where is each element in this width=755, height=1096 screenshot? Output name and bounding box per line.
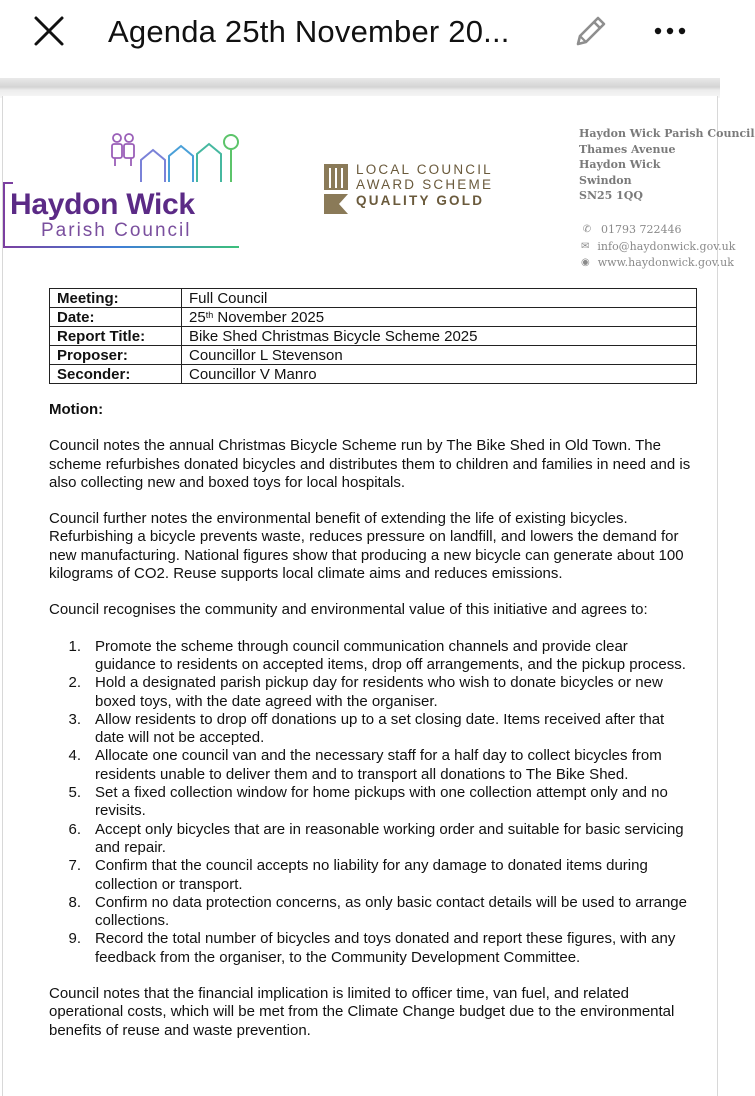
item-number: 5.	[68, 784, 81, 802]
item-text: Record the total number of bicycles and toys donated and report these figures, with any feedback from the organiser, to the Community Development Committee.	[95, 930, 676, 966]
website-text[interactable]: www.haydonwick.gov.uk	[597, 256, 734, 269]
report-title-value: Bike Shed Christmas Bicycle Scheme 2025	[182, 327, 697, 346]
date-label: Date:	[50, 308, 182, 327]
close-button[interactable]	[28, 12, 70, 52]
parish-logo	[3, 130, 243, 250]
address-line: Swindon	[579, 173, 632, 187]
motion-paragraph: Council notes that the financial implication is limited to officer time, van fuel, and related operational costs, which will be met from the Climate Change budget due to the environmental benefits of reuse and waste prevention.	[49, 985, 675, 1039]
table-row	[50, 327, 697, 346]
date-rest: November 2025	[213, 308, 325, 326]
list-item	[49, 821, 703, 858]
motion-paragraph: Council recognises the community and environmental value of this initiative and agrees to:	[49, 601, 648, 619]
table-row	[50, 289, 697, 308]
logo-name: Haydon Wick	[10, 188, 195, 221]
list-item	[49, 784, 703, 821]
contact-phone	[581, 222, 719, 239]
seconder-value: Councillor V Manro	[182, 365, 697, 384]
award-badge	[323, 162, 523, 222]
edit-button[interactable]	[570, 10, 610, 52]
item-number: 3.	[68, 710, 81, 728]
item-text: Allocate one council van and the necessary staff for a half day to collect bicycles from residents unable to deliver them and to transport all donations to The Bike Shed.	[95, 747, 662, 783]
address-line: Thames Avenue	[579, 142, 676, 156]
motion-actions-list	[49, 638, 703, 967]
item-number: 4.	[68, 747, 81, 765]
item-number: 1.	[68, 637, 81, 655]
award-line-3: QUALITY GOLD	[356, 193, 485, 208]
motion-paragraph: Council further notes the environmental benefit of extending the life of existing bicycles. Refurbishing a bicycle prevents waste, reduces pressure on landfill, and lowers the demand for new manufacturing. National figures show that producing a new bicycle can generate about 100 kilograms of CO2. Reuse supports local climate aims and reduces emissions.	[49, 510, 684, 583]
list-item	[49, 638, 703, 675]
address-line: Haydon Wick	[579, 158, 661, 171]
document-page[interactable]	[2, 96, 755, 1096]
item-text: Accept only bicycles that are in reasonable working order and suitable for basic servicing and repair.	[95, 820, 684, 856]
date-suffix: th	[205, 309, 214, 320]
email-icon: ✉	[581, 240, 590, 252]
award-line-2: AWARD SCHEME	[356, 177, 494, 192]
logo-subtitle: Parish Council	[41, 220, 192, 241]
council-address	[579, 126, 755, 204]
top-app-bar	[0, 0, 720, 66]
list-item	[49, 711, 703, 748]
proposer-label: Proposer:	[50, 346, 182, 365]
houses-logo-icon	[103, 130, 243, 192]
phone-text: 01793 722446	[601, 223, 682, 236]
council-contact	[581, 222, 736, 272]
item-text: Allow residents to drop off donations up to a set closing date. Items received after that date will not be accepted.	[95, 710, 665, 747]
document-top-edge	[0, 78, 720, 98]
address-line: SN25 1QQ	[579, 189, 643, 202]
list-item	[49, 857, 703, 894]
item-number: 2.	[68, 674, 81, 692]
list-item	[49, 894, 703, 931]
report-title-label: Report Title:	[50, 327, 182, 346]
date-value	[182, 308, 697, 327]
item-number: 7.	[68, 857, 81, 875]
seconder-label: Seconder:	[50, 365, 182, 384]
item-number: 8.	[68, 893, 81, 911]
meeting-label: Meeting:	[50, 289, 182, 308]
item-number: 9.	[68, 930, 81, 948]
contact-website	[581, 255, 734, 272]
logo-underline	[3, 246, 239, 248]
list-item	[49, 747, 703, 784]
item-text: Set a fixed collection window for home pickups with one collection attempt only and no revisits.	[95, 784, 668, 820]
item-text: Hold a designated parish pickup day for residents who wish to donate bicycles or new boxed toys, with the date agreed with the organiser.	[95, 674, 663, 710]
motion-paragraph: Council notes the annual Christmas Bicycle Scheme run by The Bike Shed in Old Town. The scheme refurbishes donated bicycles and distributes them to children and families in need and is also collecting new and boxed toys for local hospitals.	[49, 437, 691, 491]
table-row	[50, 308, 697, 327]
table-row	[50, 365, 697, 384]
contact-email	[581, 239, 736, 256]
globe-icon: ◉	[581, 257, 590, 268]
more-horizontal-icon	[648, 14, 692, 48]
item-number: 6.	[68, 820, 81, 838]
item-text: Confirm no data protection concerns, as only basic contact details will be used to arrange collections.	[95, 893, 687, 930]
address-line: Haydon Wick Parish Council	[579, 127, 755, 140]
meeting-details-table	[49, 288, 697, 384]
close-icon	[28, 12, 70, 52]
item-text: Confirm that the council accepts no liability for any damage to donated items during collection or transport.	[95, 857, 648, 893]
item-text: Promote the scheme through council communication channels and provide clear guidance to residents on accepted items, drop off arrangements, and the pickup process.	[95, 637, 686, 673]
award-mark-icon	[323, 162, 349, 216]
list-item	[49, 674, 703, 711]
award-line-1: LOCAL COUNCIL	[356, 162, 493, 177]
list-item	[49, 930, 703, 967]
meeting-value: Full Council	[182, 289, 697, 308]
document-title: Agenda 25th November 20...	[108, 14, 510, 49]
phone-icon: ✆	[582, 224, 592, 235]
motion-heading: Motion:	[49, 401, 104, 418]
proposer-value: Councillor L Stevenson	[182, 346, 697, 365]
pencil-icon	[570, 10, 610, 52]
email-text[interactable]: info@haydonwick.gov.uk	[597, 239, 736, 253]
date-day: 25	[189, 308, 206, 326]
table-row	[50, 346, 697, 365]
more-options-button[interactable]	[648, 14, 692, 48]
motion-body	[49, 401, 703, 1058]
